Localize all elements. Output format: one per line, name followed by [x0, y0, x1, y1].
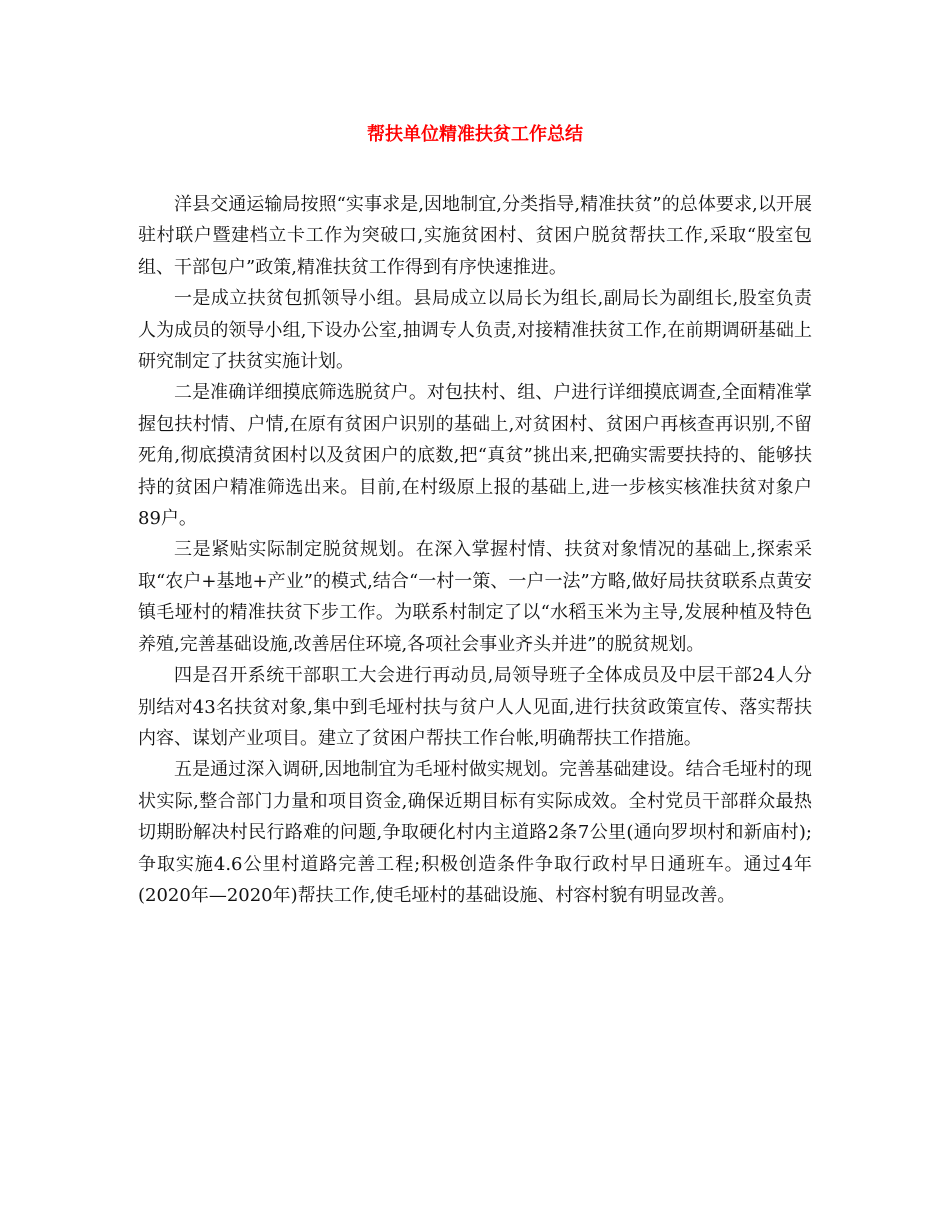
document-title: 帮扶单位精准扶贫工作总结	[367, 124, 583, 145]
paragraph-1: 一是成立扶贫包抓领导小组。县局成立以局长为组长,副局长为副组长,股室负责人为成员的领导小组,下设办公室,抽调专人负责,对接精准扶贫工作,在前期调研基础上研究制定了扶贫实施计划。	[138, 288, 812, 373]
paragraph-4: 四是召开系统干部职工大会进行再动员,局领导班子全体成员及中层干部24人分别结对43名扶贫对象,集中到毛垭村扶与贫户人人见面,进行扶贫政策宣传、落实帮扶内容、谋划产业项目。建立了贫困户帮扶工作台帐,明确帮扶工作措施。	[138, 665, 812, 749]
paragraph-2: 二是准确详细摸底筛选脱贫户。对包扶村、组、户进行详细摸底调查,全面精准掌握包扶村情、户情,在原有贫困户识别的基础上,对贫困村、贫困户再核查再识别,不留死角,彻底摸清贫困村以及贫困户的底数,把“真贫”挑出来,把确实需要扶持的、能够扶持的贫困户精准筛选出来。目前,在村级原上报的基础上,进一步核实核准扶贫对象户89户。	[138, 382, 812, 530]
paragraph-5: 五是通过深入调研,因地制宜为毛垭村做实规划。完善基础建设。结合毛垭村的现状实际,整合部门力量和项目资金,确保近期目标有实际成效。全村党员干部群众最热切期盼解决村民行路难的问题,争取硬化村内主道路2条7公里(通向罗坝村和新庙村);争取实施4.6公里村道路完善工程;积极创造条件争取行政村早日通班车。通过4年(2020年—2020年)帮扶工作,使毛垭村的基础设施、村容村貌有明显改善。	[138, 759, 812, 906]
paragraph-3: 三是紧贴实际制定脱贫规划。在深入掌握村情、扶贫对象情况的基础上,探索采取“农户+基地+产业”的模式,结合“一村一策、一户一法”方略,做好局扶贫联系点黄安镇毛垭村的精准扶贫下步工作。为联系村制定了以“水稻玉米为主导,发展种植及特色养殖,完善基础设施,改善居住环境,各项社会事业齐头并进”的脱贫规划。	[138, 539, 812, 655]
document-body	[138, 189, 812, 911]
paragraph-intro: 洋县交通运输局按照“实事求是,因地制宜,分类指导,精准扶贫”的总体要求,以开展驻村联户暨建档立卡工作为突破口,实施贫困村、贫困户脱贫帮扶工作,采取“股室包组、干部包户”政策,精准扶贫工作得到有序快速推进。	[138, 194, 812, 278]
